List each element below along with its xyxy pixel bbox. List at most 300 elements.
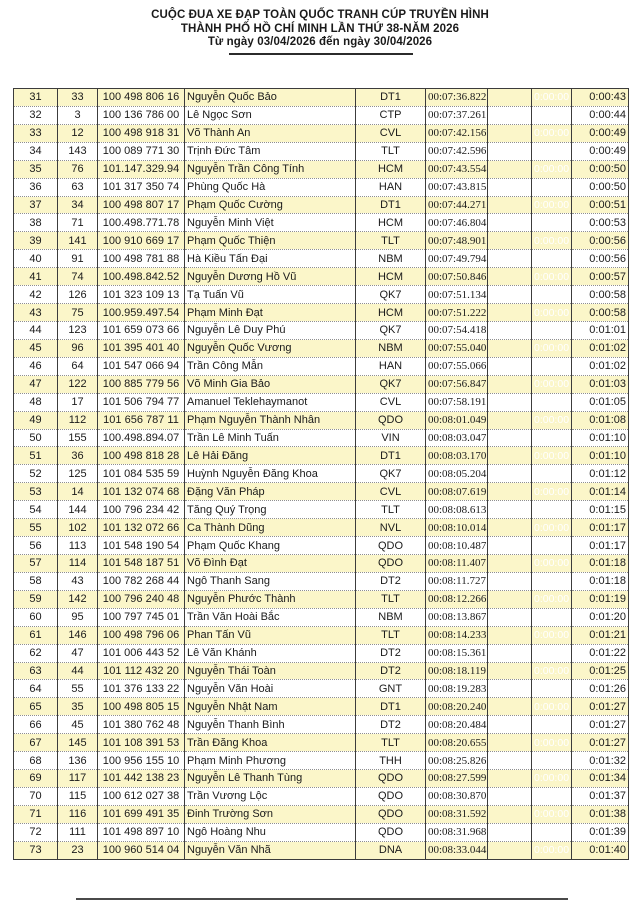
rank-cell: 46 (14, 357, 58, 375)
time-cell: 00:07:51.134 (426, 286, 488, 304)
ghost-time-text: 0:00:00 (534, 664, 570, 677)
ghost-time-cell (532, 106, 572, 124)
rank-cell: 65 (14, 698, 58, 716)
rank-cell: 73 (14, 841, 58, 859)
title-underline-rule (229, 53, 413, 55)
bib-number-cell: 55 (58, 680, 98, 698)
gap-cell: 0:00:50 (572, 178, 629, 196)
table-row (14, 304, 629, 322)
time-cell: 00:07:56.847 (426, 375, 488, 393)
ghost-time-cell (532, 698, 572, 716)
table-row (14, 465, 629, 483)
gap-cell: 0:00:58 (572, 304, 629, 322)
rider-name-cell: Trần Công Mẫn (185, 357, 356, 375)
rank-cell: 59 (14, 590, 58, 608)
ghost-time-cell (532, 608, 572, 626)
ghost-time-cell (532, 375, 572, 393)
bib-number-cell: 113 (58, 537, 98, 555)
uci-id-cell: 101 498 897 10 (98, 823, 185, 841)
ghost-time-cell (532, 554, 572, 572)
gap-cell: 0:01:27 (572, 698, 629, 716)
blank-cell (488, 250, 532, 268)
rider-name-cell: Tăng Quý Trọng (185, 501, 356, 519)
bib-number-cell: 123 (58, 321, 98, 339)
title-line-2: THÀNH PHỐ HỒ CHÍ MINH LẦN THỨ 38-NĂM 2026 (180, 22, 460, 35)
rider-name-cell: Nguyễn Lê Duy Phú (185, 321, 356, 339)
gap-cell: 0:01:37 (572, 787, 629, 805)
gap-cell: 0:00:49 (572, 124, 629, 142)
rider-name-cell: Đặng Văn Pháp (185, 483, 356, 501)
rank-cell: 56 (14, 537, 58, 555)
rank-cell: 50 (14, 429, 58, 447)
rank-cell: 63 (14, 662, 58, 680)
table-row (14, 626, 629, 644)
rank-cell: 60 (14, 608, 58, 626)
ghost-time-text: 0:00:00 (534, 611, 570, 624)
rank-cell: 69 (14, 770, 58, 788)
team-code-cell: QK7 (356, 375, 426, 393)
team-code-cell: NBM (356, 250, 426, 268)
rider-name-cell: Phạm Quốc Thiện (185, 232, 356, 250)
uci-id-cell: 101 132 072 66 (98, 519, 185, 537)
uci-id-cell: 101 376 133 22 (98, 680, 185, 698)
ghost-time-text: 0:00:00 (534, 718, 570, 731)
time-cell: 00:08:01.049 (426, 411, 488, 429)
uci-id-cell: 101 132 074 68 (98, 483, 185, 501)
blank-cell (488, 465, 532, 483)
ghost-time-cell (532, 680, 572, 698)
team-code-cell: QDO (356, 537, 426, 555)
team-code-cell: DT1 (356, 698, 426, 716)
team-code-cell: NBM (356, 339, 426, 357)
uci-id-cell: 100 498 807 17 (98, 196, 185, 214)
table-row (14, 554, 629, 572)
uci-id-cell: 100.959.497.54 (98, 304, 185, 322)
ghost-time-cell (532, 644, 572, 662)
rank-cell: 32 (14, 106, 58, 124)
ghost-time-cell (532, 626, 572, 644)
results-table (13, 88, 629, 860)
ghost-time-cell (532, 519, 572, 537)
blank-cell (488, 142, 532, 160)
gap-cell: 0:00:50 (572, 160, 629, 178)
rider-name-cell: Nguyễn Văn Hoài (185, 680, 356, 698)
gap-cell: 0:00:57 (572, 268, 629, 286)
ghost-time-text: 0:00:00 (534, 270, 570, 283)
table-row (14, 178, 629, 196)
blank-cell (488, 716, 532, 734)
rider-name-cell: Phạm Nguyễn Thành Nhân (185, 411, 356, 429)
gap-cell: 0:01:32 (572, 752, 629, 770)
gap-cell: 0:01:18 (572, 554, 629, 572)
ghost-time-cell (532, 304, 572, 322)
team-code-cell: QDO (356, 805, 426, 823)
rank-cell: 47 (14, 375, 58, 393)
bib-number-cell: 74 (58, 268, 98, 286)
bib-number-cell: 91 (58, 250, 98, 268)
blank-cell (488, 841, 532, 859)
team-code-cell: CVL (356, 483, 426, 501)
rider-name-cell: Lê Văn Khánh (185, 644, 356, 662)
table-row (14, 393, 629, 411)
blank-cell (488, 232, 532, 250)
ghost-time-text: 0:00:00 (534, 485, 570, 498)
bib-number-cell: 155 (58, 429, 98, 447)
time-cell: 00:08:20.484 (426, 716, 488, 734)
table-row (14, 160, 629, 178)
rider-name-cell: Phạm Minh Đạt (185, 304, 356, 322)
ghost-time-cell (532, 662, 572, 680)
gap-cell: 0:01:40 (572, 841, 629, 859)
uci-id-cell: 100 885 779 56 (98, 375, 185, 393)
bib-number-cell: 122 (58, 375, 98, 393)
bib-number-cell: 145 (58, 734, 98, 752)
rank-cell: 34 (14, 142, 58, 160)
rider-name-cell: Nguyễn Quốc Bảo (185, 89, 356, 107)
time-cell: 00:07:37.261 (426, 106, 488, 124)
rider-name-cell: Võ Đình Đạt (185, 554, 356, 572)
blank-cell (488, 770, 532, 788)
uci-id-cell: 100 612 027 38 (98, 787, 185, 805)
rider-name-cell: Võ Minh Gia Bảo (185, 375, 356, 393)
rider-name-cell: Nguyễn Minh Việt (185, 214, 356, 232)
table-row (14, 734, 629, 752)
time-cell: 00:08:03.170 (426, 447, 488, 465)
ghost-time-text: 0:00:00 (534, 378, 570, 391)
rank-cell: 33 (14, 124, 58, 142)
rider-name-cell: Nguyễn Văn Nhã (185, 841, 356, 859)
gap-cell: 0:01:38 (572, 805, 629, 823)
ghost-time-text: 0:00:00 (534, 539, 570, 552)
ghost-time-text: 0:00:00 (534, 700, 570, 713)
gap-cell: 0:01:27 (572, 716, 629, 734)
title-line-3: Từ ngày 03/04/2026 đến ngày 30/04/2026 (207, 36, 433, 48)
ghost-time-cell (532, 501, 572, 519)
bib-number-cell: 111 (58, 823, 98, 841)
ghost-time-cell (532, 465, 572, 483)
gap-cell: 0:01:25 (572, 662, 629, 680)
rank-cell: 70 (14, 787, 58, 805)
rank-cell: 44 (14, 321, 58, 339)
rider-name-cell: Nguyễn Thanh Bình (185, 716, 356, 734)
bib-number-cell: 102 (58, 519, 98, 537)
bib-number-cell: 63 (58, 178, 98, 196)
blank-cell (488, 805, 532, 823)
rider-name-cell: Ngô Thanh Sang (185, 572, 356, 590)
gap-cell: 0:01:02 (572, 357, 629, 375)
gap-cell: 0:01:14 (572, 483, 629, 501)
blank-cell (488, 823, 532, 841)
ghost-time-cell (532, 805, 572, 823)
time-cell: 00:08:20.655 (426, 734, 488, 752)
bib-number-cell: 95 (58, 608, 98, 626)
ghost-time-cell (532, 393, 572, 411)
table-row (14, 142, 629, 160)
rider-name-cell: Võ Thành An (185, 124, 356, 142)
uci-id-cell: 101 442 138 23 (98, 770, 185, 788)
ghost-time-text: 0:00:00 (534, 647, 570, 660)
rider-name-cell: Trần Văn Hoài Bắc (185, 608, 356, 626)
gap-cell: 0:00:49 (572, 142, 629, 160)
table-row (14, 106, 629, 124)
time-cell: 00:07:42.596 (426, 142, 488, 160)
rider-name-cell: Trần Lê Minh Tuấn (185, 429, 356, 447)
title-line-1: CUỘC ĐUA XE ĐẠP TOÀN QUỐC TRANH CÚP TRUYỀN HÌNH (151, 9, 489, 21)
team-code-cell: DNA (356, 841, 426, 859)
rank-cell: 67 (14, 734, 58, 752)
rider-name-cell: Nguyễn Nhật Nam (185, 698, 356, 716)
ghost-time-cell (532, 841, 572, 859)
bib-number-cell: 141 (58, 232, 98, 250)
table-row (14, 124, 629, 142)
rider-name-cell: Trịnh Đức Tâm (185, 142, 356, 160)
ghost-time-text: 0:00:00 (534, 449, 570, 462)
blank-cell (488, 357, 532, 375)
rider-name-cell: Phạm Minh Phương (185, 752, 356, 770)
bib-number-cell: 45 (58, 716, 98, 734)
ghost-time-text: 0:00:00 (534, 431, 570, 444)
blank-cell (488, 160, 532, 178)
ghost-time-text: 0:00:00 (534, 396, 570, 409)
ghost-time-cell (532, 537, 572, 555)
rank-cell: 35 (14, 160, 58, 178)
bib-number-cell: 96 (58, 339, 98, 357)
uci-id-cell: 101 006 443 52 (98, 644, 185, 662)
gap-cell: 0:01:27 (572, 734, 629, 752)
uci-id-cell: 101.147.329.94 (98, 160, 185, 178)
team-code-cell: DT1 (356, 447, 426, 465)
team-code-cell: DT1 (356, 89, 426, 107)
ghost-time-text: 0:00:00 (534, 306, 570, 319)
uci-id-cell: 100.498.842.52 (98, 268, 185, 286)
rider-name-cell: Amanuel Teklehaymanot (185, 393, 356, 411)
time-cell: 00:08:05.204 (426, 465, 488, 483)
time-cell: 00:07:54.418 (426, 321, 488, 339)
blank-cell (488, 626, 532, 644)
time-cell: 00:07:58.191 (426, 393, 488, 411)
uci-id-cell: 101 659 073 66 (98, 321, 185, 339)
time-cell: 00:08:08.613 (426, 501, 488, 519)
ghost-time-cell (532, 124, 572, 142)
ghost-time-cell (532, 716, 572, 734)
ghost-time-cell (532, 734, 572, 752)
bib-number-cell: 126 (58, 286, 98, 304)
uci-id-cell: 100 498 918 31 (98, 124, 185, 142)
ghost-time-cell (532, 321, 572, 339)
table-row (14, 519, 629, 537)
time-cell: 00:08:30.870 (426, 787, 488, 805)
table-row (14, 447, 629, 465)
time-cell: 00:07:48.901 (426, 232, 488, 250)
blank-cell (488, 178, 532, 196)
ghost-time-text: 0:00:00 (534, 808, 570, 821)
ghost-time-cell (532, 268, 572, 286)
ghost-time-cell (532, 339, 572, 357)
rider-name-cell: Nguyễn Lê Thanh Tùng (185, 770, 356, 788)
table-row (14, 608, 629, 626)
bib-number-cell: 23 (58, 841, 98, 859)
uci-id-cell: 100 089 771 30 (98, 142, 185, 160)
ghost-time-text: 0:00:00 (534, 414, 570, 427)
blank-cell (488, 698, 532, 716)
ghost-time-cell (532, 357, 572, 375)
ghost-time-text: 0:00:00 (534, 145, 570, 158)
team-code-cell: CVL (356, 393, 426, 411)
uci-id-cell: 100.498.894.07 (98, 429, 185, 447)
ghost-time-cell (532, 411, 572, 429)
ghost-time-cell (532, 429, 572, 447)
ghost-time-text: 0:00:00 (534, 790, 570, 803)
gap-cell: 0:00:51 (572, 196, 629, 214)
blank-cell (488, 662, 532, 680)
gap-cell: 0:01:12 (572, 465, 629, 483)
table-row (14, 716, 629, 734)
rider-name-cell: Tạ Tuấn Vũ (185, 286, 356, 304)
team-code-cell: QDO (356, 823, 426, 841)
bib-number-cell: 114 (58, 554, 98, 572)
blank-cell (488, 734, 532, 752)
time-cell: 00:08:15.361 (426, 644, 488, 662)
rider-name-cell: Nguyễn Thái Toàn (185, 662, 356, 680)
blank-cell (488, 572, 532, 590)
ghost-time-text: 0:00:00 (534, 360, 570, 373)
uci-id-cell: 100 956 155 10 (98, 752, 185, 770)
rider-name-cell: Phan Tấn Vũ (185, 626, 356, 644)
uci-id-cell: 101 547 066 94 (98, 357, 185, 375)
blank-cell (488, 339, 532, 357)
time-cell: 00:07:43.554 (426, 160, 488, 178)
blank-cell (488, 89, 532, 107)
team-code-cell: TLT (356, 590, 426, 608)
rider-name-cell: Ca Thành Dũng (185, 519, 356, 537)
blank-cell (488, 304, 532, 322)
team-code-cell: TLT (356, 142, 426, 160)
bib-number-cell: 17 (58, 393, 98, 411)
table-row (14, 483, 629, 501)
team-code-cell: HCM (356, 214, 426, 232)
rider-name-cell: Huỳnh Nguyễn Đăng Khoa (185, 465, 356, 483)
bib-number-cell: 75 (58, 304, 98, 322)
uci-id-cell: 101 084 535 59 (98, 465, 185, 483)
bib-number-cell: 142 (58, 590, 98, 608)
time-cell: 00:08:03.047 (426, 429, 488, 447)
rank-cell: 36 (14, 178, 58, 196)
team-code-cell: DT1 (356, 196, 426, 214)
table-row (14, 357, 629, 375)
ghost-time-cell (532, 770, 572, 788)
blank-cell (488, 483, 532, 501)
time-cell: 00:08:11.407 (426, 554, 488, 572)
table-row (14, 501, 629, 519)
document-title (0, 9, 640, 50)
gap-cell: 0:01:26 (572, 680, 629, 698)
ghost-time-cell (532, 572, 572, 590)
uci-id-cell: 100 498 818 28 (98, 447, 185, 465)
time-cell: 00:07:36.822 (426, 89, 488, 107)
blank-cell (488, 554, 532, 572)
rank-cell: 61 (14, 626, 58, 644)
gap-cell: 0:01:01 (572, 321, 629, 339)
rank-cell: 37 (14, 196, 58, 214)
team-code-cell: DT2 (356, 572, 426, 590)
rider-name-cell: Phạm Quốc Khang (185, 537, 356, 555)
rank-cell: 68 (14, 752, 58, 770)
rank-cell: 45 (14, 339, 58, 357)
rider-name-cell: Lê Ngọc Sơn (185, 106, 356, 124)
rank-cell: 72 (14, 823, 58, 841)
ghost-time-text: 0:00:00 (534, 252, 570, 265)
time-cell: 00:07:55.066 (426, 357, 488, 375)
rider-name-cell: Ngô Hoàng Nhu (185, 823, 356, 841)
rank-cell: 41 (14, 268, 58, 286)
ghost-time-text: 0:00:00 (534, 575, 570, 588)
team-code-cell: TLT (356, 501, 426, 519)
uci-id-cell: 101 395 401 40 (98, 339, 185, 357)
blank-cell (488, 375, 532, 393)
rank-cell: 49 (14, 411, 58, 429)
ghost-time-text: 0:00:00 (534, 91, 570, 104)
time-cell: 00:07:55.040 (426, 339, 488, 357)
gap-cell: 0:00:43 (572, 89, 629, 107)
time-cell: 00:07:49.794 (426, 250, 488, 268)
table-row (14, 214, 629, 232)
table-row (14, 286, 629, 304)
uci-id-cell: 101 380 762 48 (98, 716, 185, 734)
uci-id-cell: 101 699 491 35 (98, 805, 185, 823)
table-row (14, 375, 629, 393)
rank-cell: 54 (14, 501, 58, 519)
time-cell: 00:08:31.592 (426, 805, 488, 823)
time-cell: 00:07:44.271 (426, 196, 488, 214)
team-code-cell: DT2 (356, 662, 426, 680)
uci-id-cell: 100 498 805 15 (98, 698, 185, 716)
ghost-time-text: 0:00:00 (534, 288, 570, 301)
ghost-time-text: 0:00:00 (534, 629, 570, 642)
uci-id-cell: 101 506 794 77 (98, 393, 185, 411)
blank-cell (488, 590, 532, 608)
time-cell: 00:08:31.968 (426, 823, 488, 841)
gap-cell: 0:01:18 (572, 572, 629, 590)
blank-cell (488, 429, 532, 447)
team-code-cell: QK7 (356, 465, 426, 483)
rank-cell: 31 (14, 89, 58, 107)
time-cell: 00:07:51.222 (426, 304, 488, 322)
rank-cell: 38 (14, 214, 58, 232)
ghost-time-cell (532, 89, 572, 107)
rank-cell: 58 (14, 572, 58, 590)
gap-cell: 0:01:10 (572, 429, 629, 447)
team-code-cell: NVL (356, 519, 426, 537)
time-cell: 00:08:27.599 (426, 770, 488, 788)
gap-cell: 0:01:02 (572, 339, 629, 357)
ghost-time-text: 0:00:00 (534, 467, 570, 480)
table-row (14, 411, 629, 429)
time-cell: 00:07:50.846 (426, 268, 488, 286)
team-code-cell: HAN (356, 357, 426, 375)
bib-number-cell: 36 (58, 447, 98, 465)
uci-id-cell: 101 323 109 13 (98, 286, 185, 304)
ghost-time-text: 0:00:00 (534, 826, 570, 839)
table-row (14, 787, 629, 805)
ghost-time-text: 0:00:00 (534, 109, 570, 122)
rank-cell: 43 (14, 304, 58, 322)
blank-cell (488, 124, 532, 142)
rank-cell: 64 (14, 680, 58, 698)
time-cell: 00:08:19.283 (426, 680, 488, 698)
rank-cell: 62 (14, 644, 58, 662)
table-row (14, 590, 629, 608)
table-row (14, 196, 629, 214)
